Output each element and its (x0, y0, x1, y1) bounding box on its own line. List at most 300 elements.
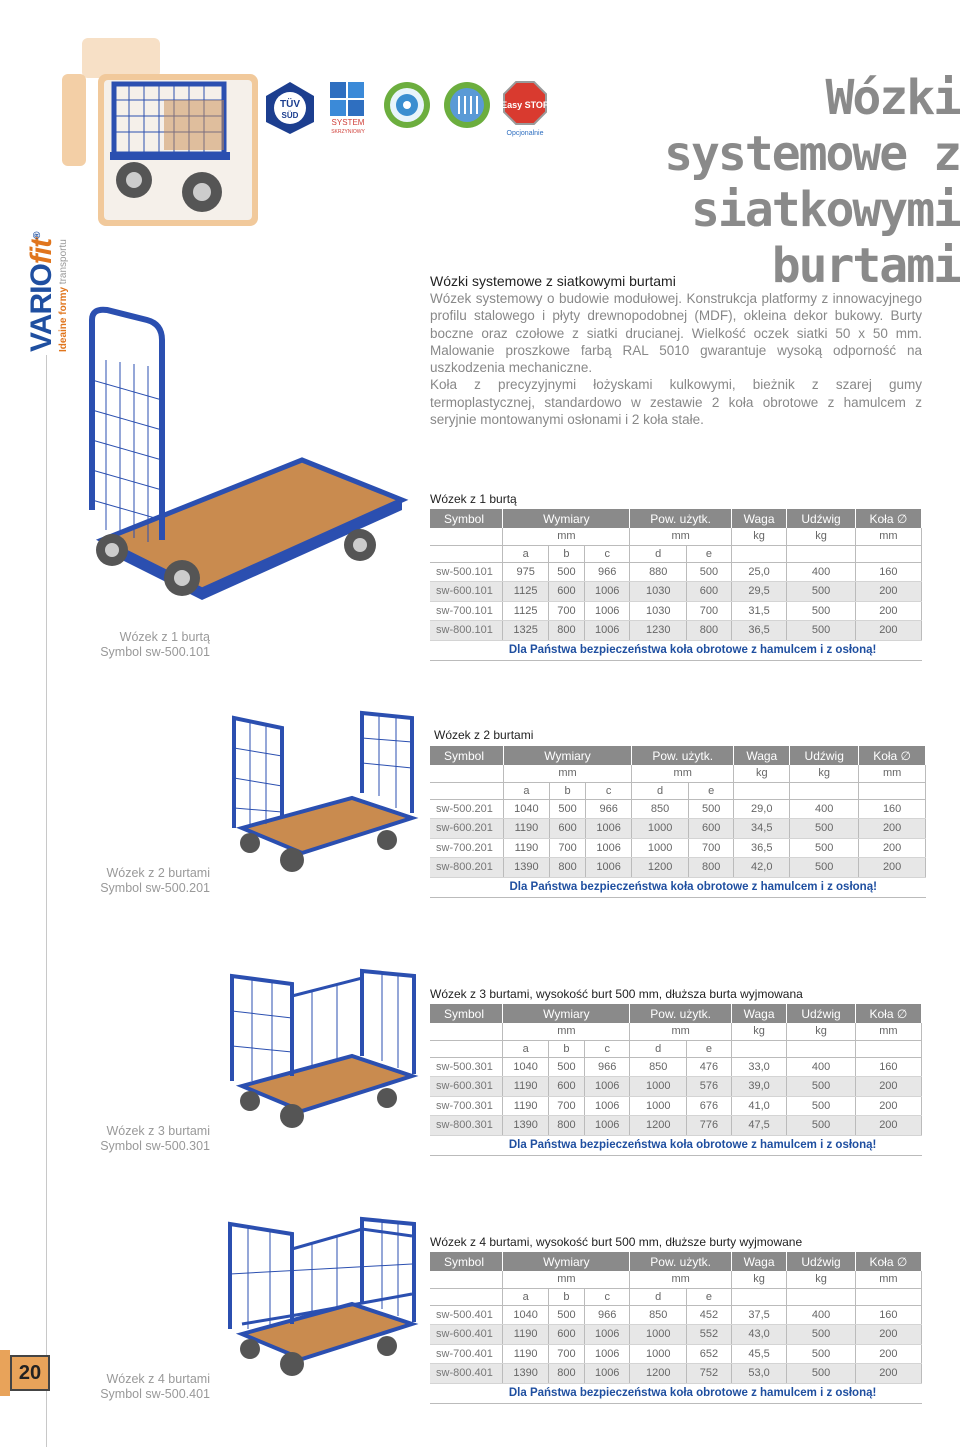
brand-logo (22, 222, 80, 352)
brand-fit: fit (25, 238, 58, 265)
header-udzwig: Udźwig (787, 1252, 855, 1271)
letter-blank (430, 545, 503, 562)
row-value: 1006 (586, 819, 632, 839)
section-2-title: Wózek z 2 burtami (434, 728, 534, 742)
safety-note: Dla Państwa bezpieczeństwa koła obrotowe z hamulcem i z osłoną! (503, 1135, 922, 1155)
row-value: 500 (787, 601, 855, 621)
letter-lb: b (548, 545, 584, 562)
row-value: 500 (790, 858, 859, 878)
row-value: 500 (787, 1325, 855, 1345)
row-value: 600 (687, 582, 732, 602)
header-waga: Waga (731, 509, 786, 528)
header-kola: Koła ∅ (855, 1252, 921, 1271)
row-value: 500 (548, 1057, 584, 1077)
product-description (430, 272, 922, 428)
unit-blank (430, 1023, 503, 1040)
unit-udzwig: kg (787, 528, 855, 545)
caption-4-line1: Wózek z 4 burtami (106, 1372, 210, 1386)
table-header-row (430, 1252, 922, 1271)
header-symbol: Symbol (430, 1252, 503, 1271)
unit-waga: kg (731, 528, 786, 545)
header-udzwig: Udźwig (787, 1004, 855, 1023)
row-symbol: sw-600.101 (430, 582, 503, 602)
row-value: 160 (859, 799, 926, 819)
hero-photo-frame (98, 74, 258, 226)
letter-blank (787, 1040, 855, 1057)
row-value: 1390 (503, 858, 549, 878)
header-kola: Koła ∅ (855, 509, 921, 528)
tuv-line2: SÜD (281, 111, 299, 120)
unit-blank (430, 765, 503, 782)
row-value: 800 (687, 621, 732, 641)
row-value: 1390 (503, 1364, 549, 1384)
row-value: 800 (549, 858, 585, 878)
header-kola: Koła ∅ (859, 746, 926, 765)
letter-ld: d (630, 1040, 687, 1057)
description-text-2: Koła z precyzyjnymi łożyskami kulkowymi, bieżnik z szarej gumy termoplastycznej, standardowo w zestawie 2 koła obrotowe z hamulcem z seryjnie montowanymi osłonami i 2 koła stałe. (430, 377, 922, 428)
row-value: 1006 (584, 1364, 630, 1384)
caption-1-line1: Wózek z 1 burtą (119, 630, 210, 644)
row-value: 1190 (503, 1077, 549, 1097)
note-blank (430, 1383, 503, 1403)
note-blank (430, 640, 503, 660)
row-value: 880 (630, 562, 687, 582)
letter-la: a (503, 1288, 549, 1305)
row-value: 1006 (584, 1325, 630, 1345)
row-value: 160 (855, 1305, 921, 1325)
table-letter-row (430, 1288, 922, 1305)
row-value: 966 (584, 562, 630, 582)
row-value: 37,5 (731, 1305, 786, 1325)
row-value: 1190 (503, 1096, 549, 1116)
table-row (430, 1077, 922, 1097)
letter-ld: d (630, 1288, 687, 1305)
row-value: 700 (689, 838, 734, 858)
row-value: 500 (787, 621, 855, 641)
letter-lc: c (584, 1288, 630, 1305)
letter-blank (731, 1288, 786, 1305)
row-value: 700 (548, 1096, 584, 1116)
unit-pow: mm (632, 765, 734, 782)
row-value: 1006 (586, 858, 632, 878)
unit-kola: mm (859, 765, 926, 782)
page-tab-strip (0, 1350, 10, 1396)
table-header-row (430, 509, 922, 528)
row-value: 1030 (630, 582, 687, 602)
row-value: 200 (855, 582, 921, 602)
row-value: 36,5 (734, 838, 790, 858)
letter-le: e (687, 1288, 732, 1305)
row-value: 966 (584, 1305, 630, 1325)
row-value: 1040 (503, 799, 549, 819)
row-value: 1000 (630, 1344, 687, 1364)
table-note-row (430, 1135, 922, 1155)
row-value: 1190 (503, 1344, 549, 1364)
row-value: 200 (855, 621, 921, 641)
tuv-sud-icon (264, 80, 316, 141)
table-letter-row (430, 782, 926, 799)
row-value: 452 (687, 1305, 732, 1325)
letter-lb: b (549, 782, 585, 799)
row-value: 676 (687, 1096, 732, 1116)
unit-udzwig: kg (787, 1271, 855, 1288)
table-letter-row (430, 545, 922, 562)
row-value: 1000 (632, 838, 689, 858)
row-value: 966 (584, 1057, 630, 1077)
row-value: 700 (687, 601, 732, 621)
row-value: 1125 (503, 601, 549, 621)
spec-table-3 (430, 1004, 922, 1156)
row-value: 200 (855, 1077, 921, 1097)
row-symbol: sw-600.201 (430, 819, 503, 839)
page-title-line1: Wózki systemowe z (664, 70, 960, 182)
row-value: 800 (689, 858, 734, 878)
header-pow: Pow. użytk. (630, 1004, 731, 1023)
row-value: 36,5 (731, 621, 786, 641)
row-value: 500 (790, 838, 859, 858)
header-symbol: Symbol (430, 1004, 503, 1023)
row-value: 476 (687, 1057, 732, 1077)
letter-blank (430, 1040, 503, 1057)
row-value: 500 (689, 799, 734, 819)
row-value: 500 (787, 582, 855, 602)
row-value: 53,0 (731, 1364, 786, 1384)
row-value: 200 (855, 1344, 921, 1364)
letter-la: a (503, 1040, 549, 1057)
note-blank (430, 877, 503, 897)
letter-blank (790, 782, 859, 799)
letter-ld: d (630, 545, 687, 562)
caption-4 (100, 1372, 210, 1402)
page-title (560, 70, 960, 294)
table-row (430, 1116, 922, 1136)
spec-table-4 (430, 1252, 922, 1404)
row-value: 43,0 (731, 1325, 786, 1345)
system-sub: SKRZYNIOWY (331, 129, 365, 135)
row-symbol: sw-800.401 (430, 1364, 503, 1384)
unit-wymiary: mm (503, 528, 630, 545)
header-udzwig: Udźwig (787, 509, 855, 528)
row-value: 1230 (630, 621, 687, 641)
caption-4-line2: Symbol sw-500.401 (100, 1387, 210, 1401)
row-value: 700 (549, 838, 585, 858)
header-wymiary: Wymiary (503, 1004, 630, 1023)
unit-wymiary: mm (503, 1023, 630, 1040)
safety-note: Dla Państwa bezpieczeństwa koła obrotowe z hamulcem i z osłoną! (503, 640, 922, 660)
brand-wordmark (22, 222, 58, 352)
letter-lc: c (584, 545, 630, 562)
row-value: 1040 (503, 1305, 549, 1325)
table-header-row (430, 1004, 922, 1023)
table-row (430, 1057, 922, 1077)
row-value: 1000 (630, 1325, 687, 1345)
row-value: 1190 (503, 838, 549, 858)
table-row (430, 621, 922, 641)
letter-blank (734, 782, 790, 799)
brand-main: VARIO (25, 264, 58, 352)
header-pow: Pow. użytk. (632, 746, 734, 765)
row-value: 1006 (584, 1344, 630, 1364)
optional-label: Opcjonalnie (506, 130, 544, 137)
row-value: 850 (630, 1057, 687, 1077)
unit-kola: mm (855, 1271, 921, 1288)
letter-la: a (503, 545, 549, 562)
table-header-row (430, 746, 926, 765)
table-row (430, 1325, 922, 1345)
row-symbol: sw-600.401 (430, 1325, 503, 1345)
spec-table-1 (430, 509, 922, 661)
table-note-row (430, 640, 922, 660)
letter-le: e (689, 782, 734, 799)
row-value: 600 (548, 1077, 584, 1097)
row-value: 652 (687, 1344, 732, 1364)
decor-square (82, 38, 160, 78)
row-value: 1190 (503, 1325, 549, 1345)
table-unit-row (430, 1023, 922, 1040)
row-symbol: sw-500.401 (430, 1305, 503, 1325)
description-heading: Wózki systemowe z siatkowymi burtami (430, 273, 676, 289)
row-value: 500 (548, 1305, 584, 1325)
unit-pow: mm (630, 1271, 731, 1288)
safety-note: Dla Państwa bezpieczeństwa koła obrotowe z hamulcem i z osłoną! (503, 1383, 922, 1403)
header-pow: Pow. użytk. (630, 1252, 731, 1271)
row-value: 39,0 (731, 1077, 786, 1097)
cart-2-side-image (222, 708, 422, 883)
row-value: 1200 (630, 1116, 687, 1136)
section-4-title: Wózek z 4 burtami, wysokość burt 500 mm, dłuższe burty wyjmowane (430, 1235, 803, 1249)
cart-3-side-image (222, 966, 422, 1151)
row-value: 800 (548, 621, 584, 641)
row-value: 850 (630, 1305, 687, 1325)
safety-note: Dla Państwa bezpieczeństwa koła obrotowe z hamulcem i z osłoną! (503, 877, 925, 897)
brand-tagline (58, 222, 70, 352)
tuv-line1: TÜV (280, 99, 300, 110)
row-value: 200 (855, 601, 921, 621)
row-value: 400 (787, 562, 855, 582)
row-symbol: sw-800.301 (430, 1116, 503, 1136)
row-symbol: sw-700.301 (430, 1096, 503, 1116)
row-symbol: sw-500.201 (430, 799, 503, 819)
page-number: 20 (10, 1355, 50, 1391)
system-label: SYSTEM (331, 118, 365, 127)
brand-mark: ® (32, 232, 43, 239)
page-title-line2: siatkowymi burtami (691, 182, 960, 294)
cart-4-side-image (222, 1214, 422, 1399)
row-value: 1006 (584, 621, 630, 641)
letter-blank (855, 545, 921, 562)
row-value: 160 (855, 1057, 921, 1077)
certification-icons (262, 80, 562, 140)
row-value: 500 (787, 1096, 855, 1116)
row-value: 400 (787, 1305, 855, 1325)
row-value: 1000 (630, 1077, 687, 1097)
row-value: 200 (859, 838, 926, 858)
row-value: 1006 (586, 838, 632, 858)
unit-udzwig: kg (790, 765, 859, 782)
row-value: 29,0 (734, 799, 790, 819)
row-symbol: sw-500.301 (430, 1057, 503, 1077)
section-3-title: Wózek z 3 burtami, wysokość burt 500 mm, dłuższa burta wyjmowana (430, 987, 803, 1001)
letter-blank (430, 1288, 503, 1305)
header-wymiary: Wymiary (503, 509, 630, 528)
row-value: 776 (687, 1116, 732, 1136)
unit-blank (430, 1271, 503, 1288)
table-row (430, 601, 922, 621)
unit-udzwig: kg (787, 1023, 855, 1040)
row-value: 42,0 (734, 858, 790, 878)
row-symbol: sw-600.301 (430, 1077, 503, 1097)
header-wymiary: Wymiary (503, 1252, 630, 1271)
table-note-row (430, 877, 926, 897)
row-value: 500 (787, 1364, 855, 1384)
table-row (430, 858, 926, 878)
row-value: 966 (586, 799, 632, 819)
letter-blank (731, 545, 786, 562)
header-kola: Koła ∅ (855, 1004, 921, 1023)
table-row (430, 562, 922, 582)
row-value: 850 (632, 799, 689, 819)
header-waga: Waga (731, 1004, 786, 1023)
puzzle-system-icon (324, 80, 372, 141)
row-value: 1006 (584, 582, 630, 602)
letter-blank (859, 782, 926, 799)
caption-2-line1: Wózek z 2 burtami (106, 866, 210, 880)
hero-cart-image (104, 80, 252, 220)
header-pow: Pow. użytk. (630, 509, 731, 528)
row-value: 1030 (630, 601, 687, 621)
table-row (430, 1096, 922, 1116)
table-letter-row (430, 1040, 922, 1057)
row-value: 1000 (632, 819, 689, 839)
row-value: 1006 (584, 1096, 630, 1116)
unit-wymiary: mm (503, 765, 631, 782)
row-value: 160 (855, 562, 921, 582)
row-value: 200 (855, 1116, 921, 1136)
caption-3 (100, 1124, 210, 1154)
table-note-row (430, 1383, 922, 1403)
letter-lb: b (548, 1040, 584, 1057)
letter-blank (787, 1288, 855, 1305)
easy-stop-label: Easy STOP (501, 100, 549, 110)
table-row (430, 1344, 922, 1364)
cart-1-side-image (82, 300, 412, 615)
letter-blank (430, 782, 503, 799)
table-row (430, 799, 926, 819)
unit-pow: mm (630, 1023, 731, 1040)
row-symbol: sw-800.101 (430, 621, 503, 641)
row-value: 47,5 (731, 1116, 786, 1136)
letter-lc: c (586, 782, 632, 799)
row-value: 576 (687, 1077, 732, 1097)
letter-blank (855, 1288, 921, 1305)
header-waga: Waga (731, 1252, 786, 1271)
row-value: 500 (548, 562, 584, 582)
table-row (430, 582, 922, 602)
table-unit-row (430, 528, 922, 545)
row-value: 700 (548, 1344, 584, 1364)
description-text-1: Wózek systemowy o budowie modułowej. Konstrukcja platformy z innowacyjnego profilu stalowego i płyty drewnopodobnej (MDF), okleina dekor bukowy. Burty boczne oraz czołowe z siatki drucianej. Wielkość oczek siatki 50 x 50 mm. Malowanie proszkowe farbą RAL 5010 gwarantuje wysoką odporność na uszkodzenia mechaniczne. (430, 291, 922, 376)
table-row (430, 1305, 922, 1325)
caption-1-line2: Symbol sw-500.101 (100, 645, 210, 659)
row-value: 200 (855, 1364, 921, 1384)
row-value: 1390 (503, 1116, 549, 1136)
table-row (430, 1364, 922, 1384)
row-value: 1040 (503, 1057, 549, 1077)
wheel-icon (382, 80, 432, 135)
letter-le: e (687, 1040, 732, 1057)
row-value: 700 (548, 601, 584, 621)
unit-kola: mm (855, 1023, 921, 1040)
row-value: 1200 (630, 1364, 687, 1384)
unit-pow: mm (630, 528, 731, 545)
row-value: 500 (787, 1344, 855, 1364)
row-value: 500 (549, 799, 585, 819)
left-divider (46, 355, 47, 1447)
letter-le: e (687, 545, 732, 562)
row-value: 500 (790, 819, 859, 839)
row-value: 31,5 (731, 601, 786, 621)
row-value: 800 (548, 1116, 584, 1136)
header-wymiary: Wymiary (503, 746, 631, 765)
row-value: 34,5 (734, 819, 790, 839)
unit-waga: kg (734, 765, 790, 782)
row-value: 975 (503, 562, 549, 582)
caption-1 (100, 630, 210, 660)
brand-tagline-b: transportu (58, 239, 69, 285)
header-symbol: Symbol (430, 509, 503, 528)
row-value: 600 (689, 819, 734, 839)
table-unit-row (430, 1271, 922, 1288)
letter-la: a (503, 782, 549, 799)
row-value: 600 (549, 819, 585, 839)
row-value: 1006 (584, 601, 630, 621)
row-value: 200 (859, 858, 926, 878)
row-value: 1200 (632, 858, 689, 878)
row-value: 1190 (503, 819, 549, 839)
table-row (430, 819, 926, 839)
caption-2 (100, 866, 210, 896)
unit-blank (430, 528, 503, 545)
unit-waga: kg (731, 1271, 786, 1288)
brand-tagline-a: Ideaine formy (58, 286, 69, 352)
easy-stop-icon (500, 80, 550, 143)
table-unit-row (430, 765, 926, 782)
row-value: 41,0 (731, 1096, 786, 1116)
header-waga: Waga (734, 746, 790, 765)
row-value: 25,0 (731, 562, 786, 582)
row-value: 500 (687, 562, 732, 582)
row-symbol: sw-700.101 (430, 601, 503, 621)
row-value: 29,5 (731, 582, 786, 602)
row-value: 1000 (630, 1096, 687, 1116)
row-value: 1325 (503, 621, 549, 641)
caption-3-line1: Wózek z 3 burtami (106, 1124, 210, 1138)
mesh-icon (442, 80, 492, 135)
row-symbol: sw-800.201 (430, 858, 503, 878)
row-value: 400 (790, 799, 859, 819)
unit-wymiary: mm (503, 1271, 630, 1288)
row-value: 500 (787, 1077, 855, 1097)
row-value: 200 (855, 1096, 921, 1116)
header-symbol: Symbol (430, 746, 503, 765)
decor-square (62, 74, 86, 166)
row-value: 400 (787, 1057, 855, 1077)
row-symbol: sw-500.101 (430, 562, 503, 582)
row-value: 1006 (584, 1116, 630, 1136)
note-blank (430, 1135, 503, 1155)
letter-ld: d (632, 782, 689, 799)
row-symbol: sw-700.201 (430, 838, 503, 858)
